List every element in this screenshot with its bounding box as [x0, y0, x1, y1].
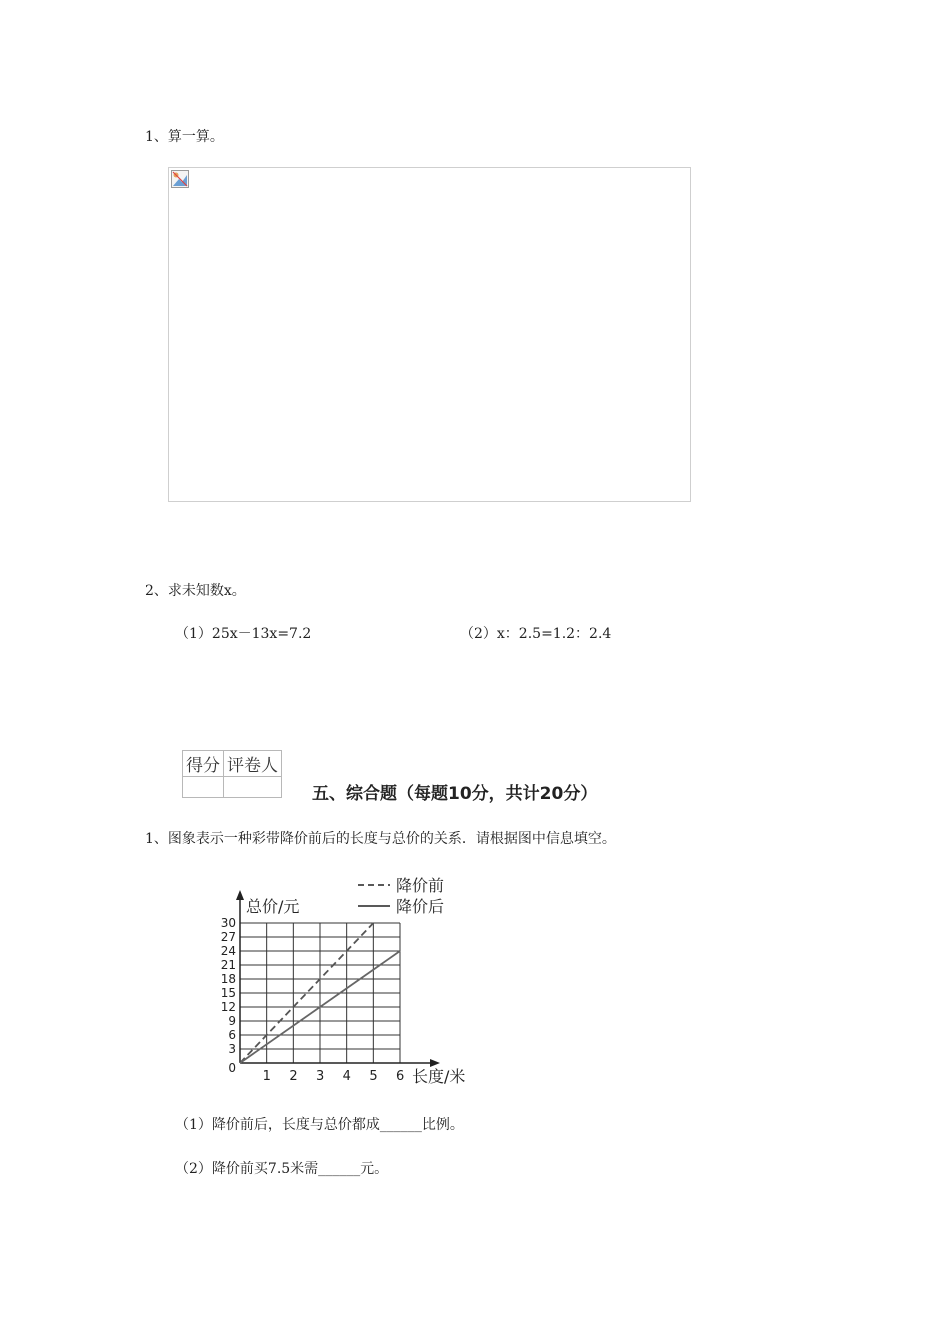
- y-axis-arrow: [236, 890, 244, 900]
- legend-label: 降价后: [396, 897, 445, 916]
- question-2-part-2: （2）x：2.5=1.2：2.4: [460, 626, 612, 642]
- y-tick-label: 24: [220, 944, 236, 958]
- section-title: 五、综合题（每题10分，共计20分）: [312, 784, 598, 804]
- grader-header: 评卷人: [224, 751, 282, 777]
- question-1-title: 1、算一算。: [145, 129, 224, 145]
- broken-image-icon: [171, 170, 189, 188]
- question-5-1-title: 1、图象表示一种彩带降价前后的长度与总价的关系．请根据图中信息填空。: [145, 831, 616, 847]
- score-cell[interactable]: [183, 777, 224, 798]
- y-tick-label: 21: [220, 958, 236, 972]
- y-tick-label: 3: [228, 1042, 236, 1056]
- x-axis-arrow: [430, 1059, 440, 1067]
- x-tick-label: 1: [262, 1069, 271, 1084]
- y-tick-label: 6: [228, 1028, 236, 1042]
- score-table: [182, 750, 282, 798]
- question-2-title: 2、求未知数x。: [145, 583, 246, 599]
- y-tick-label: 27: [220, 930, 236, 944]
- y-tick-label: 30: [220, 916, 236, 930]
- question-5-1-sub-2: （2）降价前买7.5米需______元。: [175, 1161, 389, 1177]
- y-axis-label: 总价/元: [246, 897, 300, 916]
- chart-legend: [358, 876, 444, 916]
- x-tick-label: 2: [289, 1069, 298, 1084]
- y-tick-label: 0: [228, 1061, 236, 1075]
- chart-grid: [240, 923, 400, 1063]
- legend-label: 降价前: [396, 876, 445, 895]
- question-5-1-sub-1: （1）降价前后，长度与总价都成______比例。: [175, 1117, 464, 1133]
- y-tick-label: 12: [220, 1000, 236, 1014]
- x-tick-label: 4: [342, 1069, 351, 1084]
- grader-cell[interactable]: [224, 777, 282, 798]
- x-axis-label: 长度/米: [412, 1067, 466, 1086]
- x-tick-label: 6: [396, 1069, 405, 1084]
- score-header: 得分: [183, 751, 224, 777]
- chart-tick-labels: [221, 916, 405, 1084]
- question-2-part-1: （1）25x－13x=7.2: [175, 626, 312, 642]
- image-placeholder: [168, 167, 691, 502]
- y-tick-label: 18: [220, 972, 236, 986]
- x-tick-label: 3: [316, 1069, 325, 1084]
- y-tick-label: 15: [220, 986, 236, 1000]
- price-length-chart: [212, 870, 492, 1090]
- x-tick-label: 5: [369, 1069, 378, 1084]
- y-tick-label: 9: [228, 1014, 236, 1028]
